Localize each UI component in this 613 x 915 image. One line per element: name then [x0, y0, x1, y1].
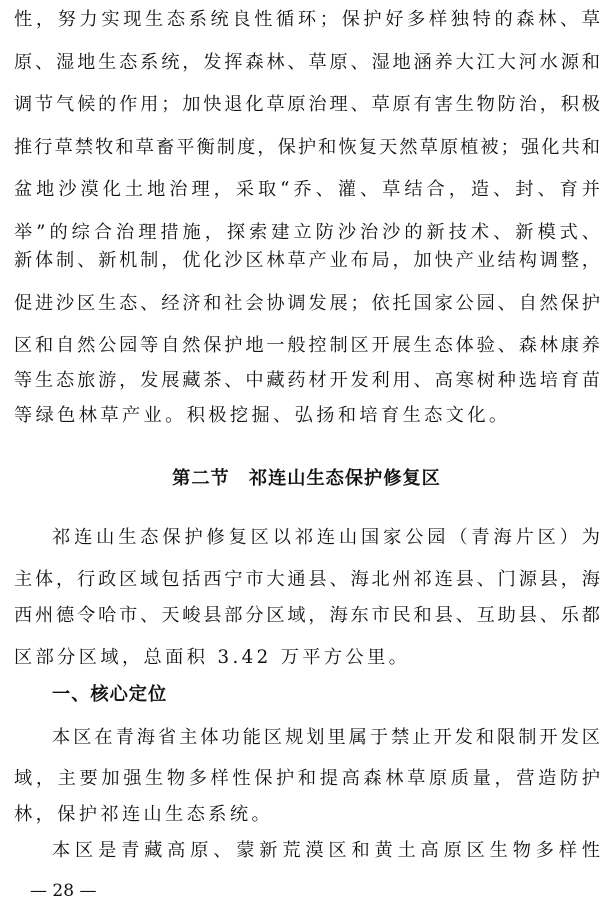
body-text-line: 原、湿地生态系统，发挥森林、草原、湿地涵养大江大河水源和	[14, 52, 600, 73]
body-text-line: 调节气候的作用；加快退化草原治理、草原有害生物防治，积极	[14, 94, 600, 115]
body-text-line: 林，保护祁连山生态系统。	[14, 804, 274, 825]
body-text-line: 性，努力实现生态系统良性循环；保护好多样独特的森林、草	[14, 9, 600, 30]
body-text-line: 举”的综合治理措施，探索建立防沙治沙的新技术、新模式、	[14, 222, 600, 243]
body-text-line: 盆地沙漠化土地治理，采取“乔、灌、草结合，造、封、育并	[14, 179, 600, 200]
page-number: — 28 —	[30, 881, 97, 901]
subsection-heading: 一、核心定位	[52, 684, 168, 705]
body-text-line: 促进沙区生态、经济和社会协调发展；依托国家公园、自然保护	[14, 293, 600, 314]
body-text-line: 等生态旅游，发展藏茶、中藏药材开发利用、高寒树种选培育苗	[14, 370, 600, 391]
body-text-line: 主体，行政区域包括西宁市大通县、海北州祁连县、门源县，海	[14, 569, 600, 590]
body-text-line: 域，主要加强生物多样性保护和提高森林草原质量，营造防护	[14, 768, 600, 789]
body-text-line: 区部分区域，总面积 3.42 万平方公里。	[14, 647, 411, 668]
body-text-line: 新体制、新机制，优化沙区林草产业布局，加快产业结构调整，	[14, 250, 600, 271]
body-text-line: 等绿色林草产业。积极挖掘、弘扬和培育生态文化。	[14, 405, 511, 426]
body-text-line: 本区是青藏高原、蒙新荒漠区和黄土高原区生物多样性	[52, 840, 600, 861]
body-text-line: 祁连山生态保护修复区以祁连山国家公园（青海片区）为	[52, 527, 600, 548]
section-title: 第二节 祁连山生态保护修复区	[172, 468, 441, 489]
body-text-line: 本区在青海省主体功能区规划里属于禁止开发和限制开发区	[52, 727, 600, 748]
body-text-line: 西州德令哈市、天峻县部分区域，海东市民和县、互助县、乐都	[14, 605, 600, 626]
body-text-line: 推行草禁牧和草畜平衡制度，保护和恢复天然草原植被；强化共和	[14, 137, 600, 158]
body-text-line: 区和自然公园等自然保护地一般控制区开展生态体验、森林康养	[14, 335, 600, 356]
